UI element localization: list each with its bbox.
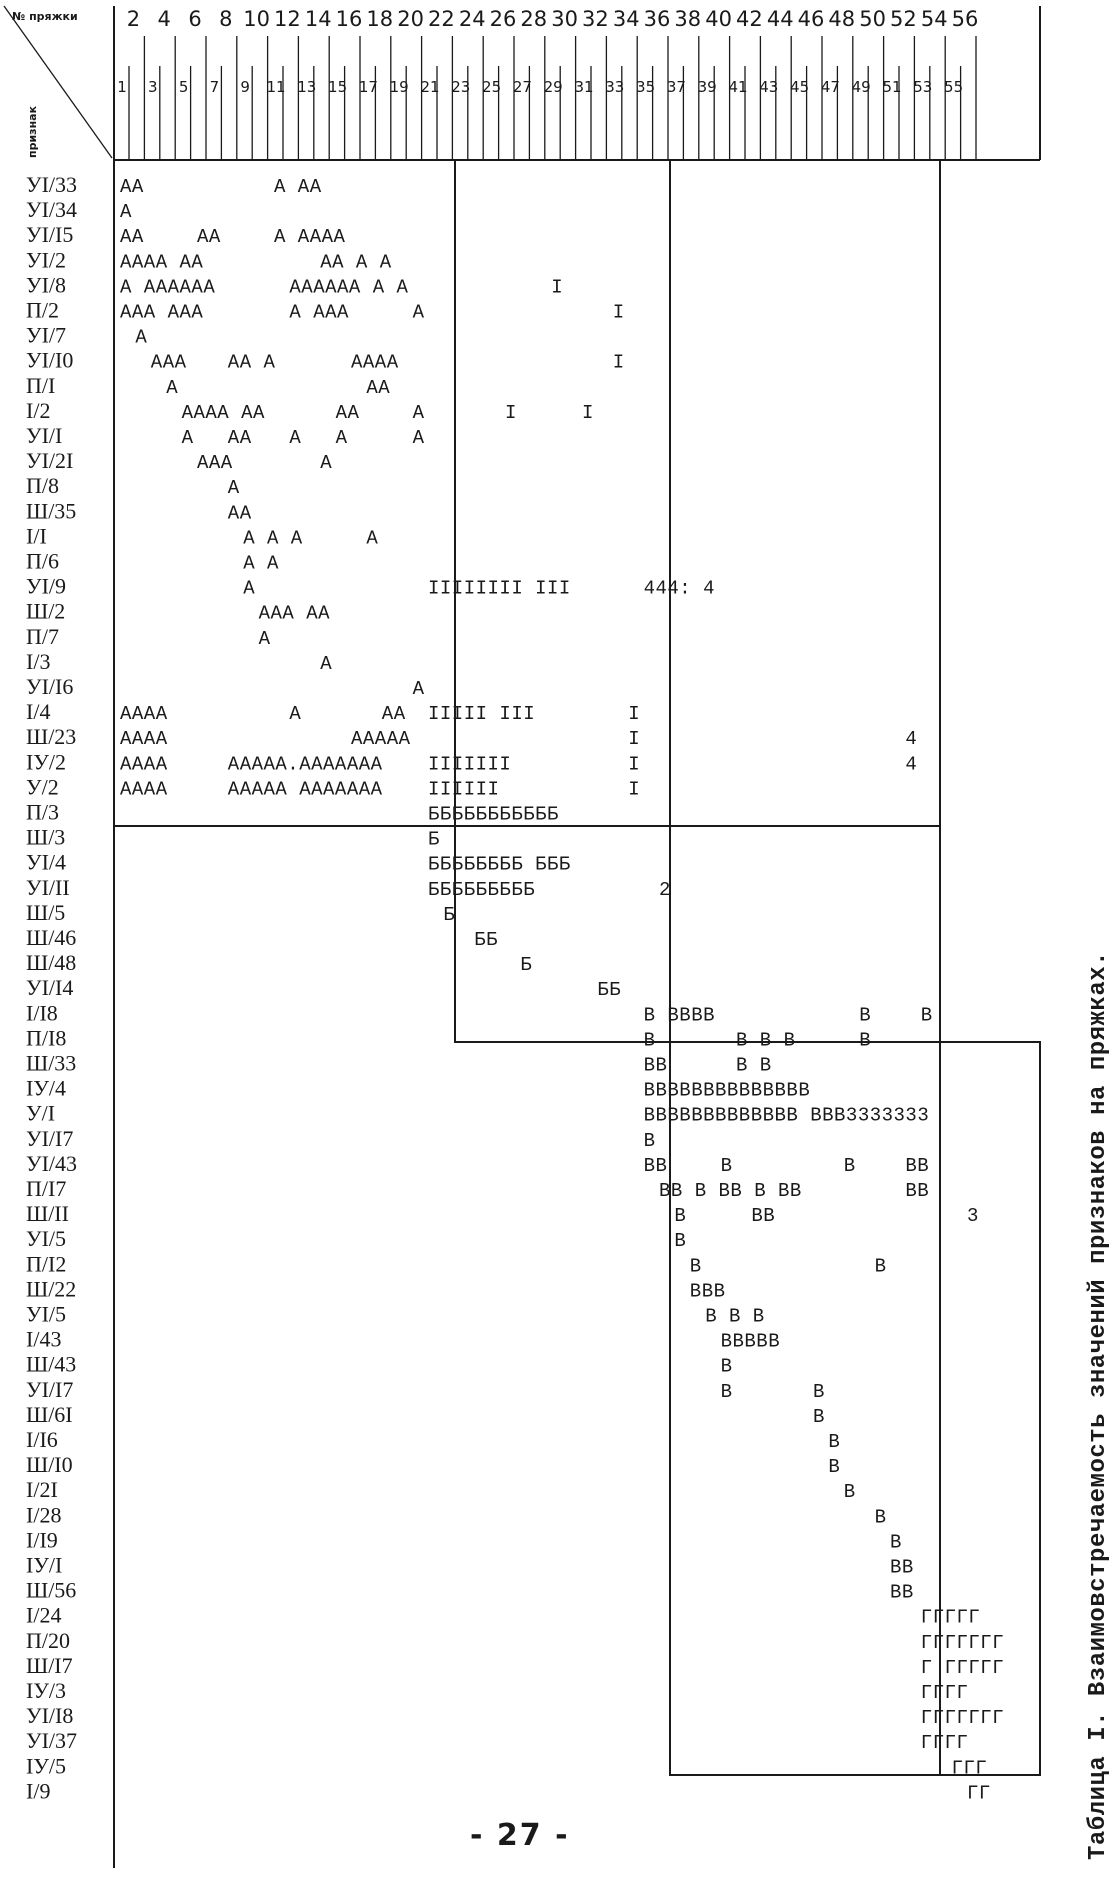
column-number: 33 <box>605 78 625 96</box>
row-label: УI/5 <box>26 1301 67 1327</box>
cell-entry: B <box>674 1205 687 1228</box>
cell-entry: ГГГ <box>951 1757 988 1780</box>
cell-entry: AAAAA AAAAAAA <box>227 778 383 801</box>
row-label: IУ/3 <box>26 1678 67 1703</box>
cell-entry: A AAAA <box>274 226 346 249</box>
cell-entry: A <box>366 527 379 550</box>
cell-entry: AAAAA.AAAAAAA <box>227 753 383 776</box>
column-number: 18 <box>366 7 394 31</box>
page-number: - 27 - <box>470 1818 570 1853</box>
column-number: 28 <box>520 7 548 31</box>
cell-entry: AA <box>120 226 144 249</box>
cell-entry: B <box>828 1456 841 1479</box>
row-label: IУ/5 <box>26 1753 67 1779</box>
cell-entry: B B B <box>736 1029 796 1052</box>
corner-column-label: № пряжки <box>12 10 78 23</box>
column-number: 53 <box>913 78 933 96</box>
row-label: П/7 <box>26 623 59 649</box>
row-label: Ш/22 <box>26 1276 77 1302</box>
cell-entry: IIIIII <box>428 778 500 801</box>
column-number: 37 <box>666 78 686 96</box>
cell-entry: Б <box>520 954 533 977</box>
cell-entry: BBBBBBBBBBBBBB <box>643 1079 811 1102</box>
column-number: 30 <box>551 7 578 31</box>
cell-entry: AAA AA <box>258 602 331 625</box>
row-label: I/2I <box>26 1477 58 1503</box>
column-number: 14 <box>304 7 332 31</box>
column-number: 6 <box>188 7 202 31</box>
cell-entry: A <box>335 427 348 449</box>
cell-entry: ГГГГГ <box>920 1606 981 1629</box>
row-label: IУ/2 <box>26 749 67 775</box>
cell-entry: B <box>920 1004 933 1027</box>
cell-entry: BB <box>643 1154 668 1177</box>
cell-entry: I <box>628 753 641 776</box>
row-label: П/8 <box>26 473 59 499</box>
column-number: 24 <box>458 7 486 31</box>
row-label: УI/9 <box>26 573 67 599</box>
column-number: 49 <box>851 78 871 96</box>
cell-entry: A <box>412 301 425 324</box>
cell-entry: IIIII III <box>428 703 536 726</box>
cell-entry: ГГГГГГГ <box>920 1707 1005 1730</box>
cell-entry: BB <box>890 1581 914 1604</box>
column-number: 40 <box>705 7 732 31</box>
row-label: УI/I0 <box>26 347 74 373</box>
column-number: 16 <box>335 7 363 31</box>
cell-entry: AA <box>120 176 144 198</box>
column-number: 45 <box>790 78 810 96</box>
cell-entry: A AAAAAA <box>120 276 216 299</box>
row-label: Ш/6I <box>26 1401 73 1427</box>
cell-entry: A <box>243 577 256 600</box>
corner-diagonal <box>4 6 112 158</box>
cell-entry: AAAAAA A A <box>289 276 409 299</box>
column-number: 29 <box>543 78 563 96</box>
column-number: 42 <box>736 7 763 31</box>
cell-entry: B <box>643 1129 656 1152</box>
cell-entry: I <box>551 276 564 299</box>
cell-entry: B B <box>736 1054 772 1077</box>
cell-entry: AA <box>197 226 221 249</box>
cell-entry: Г ГГГГГ <box>920 1656 1005 1679</box>
column-number: 51 <box>882 78 902 96</box>
row-label: Ш/2 <box>26 598 66 624</box>
row-label: Ш/33 <box>26 1050 77 1076</box>
column-number: 41 <box>728 78 748 96</box>
cell-entry: B <box>720 1154 733 1177</box>
column-number: 13 <box>297 78 317 96</box>
column-number: 3 <box>148 78 158 96</box>
cell-entry: B <box>843 1154 856 1177</box>
row-label: I/I6 <box>26 1427 58 1452</box>
cell-entry: B <box>828 1431 841 1453</box>
row-label: Ш/35 <box>26 498 77 524</box>
row-label: Ш/46 <box>26 925 77 950</box>
column-number: 21 <box>420 78 440 96</box>
table-caption: Таблица I. Взаимовстречаемость значений признаков на пряжках. <box>1085 950 1112 1860</box>
cell-entry: I <box>505 401 517 424</box>
cell-entry: A <box>135 326 148 349</box>
row-label: П/20 <box>26 1627 70 1653</box>
cell-entry: B B B <box>705 1305 765 1328</box>
column-number: 5 <box>178 78 189 96</box>
cell-entry: AAAAA <box>351 728 411 751</box>
cell-entry: AA <box>227 427 252 449</box>
column-number: 7 <box>209 78 220 96</box>
column-number: 52 <box>890 7 917 31</box>
cell-entry: ББББББББ БББ <box>428 853 571 876</box>
column-number: 4 <box>157 7 171 31</box>
cell-entry: 4 <box>905 728 918 751</box>
cell-entry: I <box>582 401 594 424</box>
row-label: УI/8 <box>26 272 67 298</box>
cell-entry: AA A A <box>320 251 392 274</box>
row-label: УI/I5 <box>26 222 74 248</box>
column-number: 20 <box>397 7 424 31</box>
column-number: 43 <box>759 78 779 96</box>
row-labels <box>26 172 77 1803</box>
column-number: 12 <box>274 7 301 31</box>
cell-entry: Б <box>428 828 440 851</box>
cell-entry: A A A <box>243 527 303 550</box>
cell-entry: AAAA <box>120 703 168 726</box>
row-label: УI/I7 <box>26 1376 74 1402</box>
cell-entry: A <box>166 376 179 399</box>
cell-entry: I <box>628 728 641 751</box>
cell-entry: 3 <box>967 1205 979 1228</box>
cell-entry: AA A <box>227 351 276 374</box>
row-label: I/24 <box>26 1602 62 1628</box>
row-label: УI/33 <box>26 172 78 197</box>
cell-entry: ГГ <box>967 1782 991 1805</box>
row-label: П/I2 <box>26 1251 67 1277</box>
cell-entry: B <box>859 1004 872 1027</box>
cell-entry: A <box>412 401 425 424</box>
cell-entry: ББ <box>597 979 622 1002</box>
cell-entry: B <box>890 1531 902 1554</box>
cell-entry: B <box>813 1405 825 1428</box>
row-label: I/I9 <box>26 1527 58 1553</box>
column-number: 50 <box>859 7 886 31</box>
cell-entry: A <box>181 427 194 449</box>
cell-entry: 4 <box>905 753 918 776</box>
cell-entry: B <box>643 1029 656 1052</box>
column-number: 8 <box>219 7 233 31</box>
row-label: Ш/48 <box>26 950 77 976</box>
cell-entry: B <box>813 1380 825 1403</box>
column-number: 38 <box>674 7 702 31</box>
cell-entry: ББ <box>474 929 499 951</box>
row-label: I/2 <box>26 397 51 423</box>
column-headers <box>117 7 978 96</box>
column-number: 27 <box>512 78 532 96</box>
table-cells <box>120 176 1004 1804</box>
row-label: Ш/56 <box>26 1577 77 1603</box>
column-number: 36 <box>643 7 671 31</box>
row-label: IУ/I <box>26 1552 63 1578</box>
column-number: 23 <box>451 78 471 96</box>
cell-entry: I <box>612 301 625 324</box>
row-label: УI/5 <box>26 1226 67 1252</box>
cell-entry: I <box>612 351 625 374</box>
cell-entry: ГГГГ <box>920 1682 969 1704</box>
row-label: УI/I6 <box>26 674 74 699</box>
column-number: 34 <box>612 7 640 31</box>
cell-entry: ГГГГГГГ <box>920 1631 1005 1654</box>
cell-entry: 444: 4 <box>643 577 716 600</box>
cell-entry: IIIIIIII III <box>428 577 571 600</box>
cell-entry: B <box>874 1255 887 1278</box>
column-number: 55 <box>944 78 964 96</box>
row-label: Ш/I0 <box>26 1452 73 1478</box>
cell-entry: BBB <box>689 1280 726 1303</box>
cell-entry: BBBBBBBBBBBBB BBB3333333 <box>643 1104 930 1127</box>
row-label: У/2 <box>26 774 59 800</box>
row-label: П/I <box>26 372 56 398</box>
cell-entry: BB <box>890 1556 914 1579</box>
cell-entry: БББББББББББ <box>428 803 559 826</box>
row-label: П/I8 <box>26 1025 67 1051</box>
row-label: УI/37 <box>26 1728 78 1754</box>
row-label: УI/2I <box>26 448 74 474</box>
column-number: 9 <box>240 78 250 96</box>
cell-entry: AA <box>381 703 406 726</box>
row-label: УI/43 <box>26 1150 78 1176</box>
cell-entry: AAAA <box>120 753 168 776</box>
cell-entry: AAAA <box>120 778 168 801</box>
column-number: 17 <box>358 78 378 96</box>
cell-entry: 2 <box>659 878 671 901</box>
corner-row-label: признак <box>26 105 39 158</box>
column-number: 22 <box>428 7 455 31</box>
row-label: П/6 <box>26 548 59 574</box>
column-number: 31 <box>574 78 594 96</box>
cell-entry: I <box>628 703 641 726</box>
block-frame <box>670 1042 940 1775</box>
row-label: Ш/3 <box>26 824 66 850</box>
column-number: 48 <box>828 7 856 31</box>
cell-entry: I <box>628 778 641 801</box>
cell-entry: A <box>320 452 333 475</box>
row-label: УI/I8 <box>26 1703 74 1729</box>
cell-entry: ГГГГ <box>920 1732 969 1755</box>
row-label: Ш/5 <box>26 899 66 925</box>
row-label: УI/I <box>26 423 63 448</box>
cell-entry: B BBBB <box>643 1004 716 1027</box>
cell-entry: A AAA <box>289 301 349 324</box>
cell-entry: A <box>258 627 271 650</box>
row-label: УI/34 <box>26 197 78 223</box>
row-label: У/I <box>26 1100 56 1126</box>
column-number: 1 <box>117 78 127 96</box>
cell-entry: AA <box>335 401 360 424</box>
cell-entry: B <box>843 1481 856 1504</box>
row-label: I/43 <box>26 1326 62 1352</box>
cell-entry: БББББББББ <box>428 878 536 901</box>
cell-entry: IIIIIII <box>428 753 512 776</box>
cell-entry: BB <box>905 1154 930 1177</box>
cell-entry: B <box>720 1355 733 1378</box>
cell-entry: B <box>720 1380 733 1403</box>
cell-entry: BB B BB B BB <box>659 1180 802 1202</box>
row-label: I/I8 <box>26 1000 58 1026</box>
column-number: 56 <box>951 7 979 31</box>
column-number: 32 <box>582 7 609 31</box>
column-number: 35 <box>636 78 656 96</box>
column-number: 44 <box>766 7 794 31</box>
cell-entry: B <box>689 1255 702 1278</box>
row-label: I/3 <box>26 648 51 674</box>
column-number: 46 <box>797 7 825 31</box>
column-number: 15 <box>328 78 348 96</box>
row-label: П/2 <box>26 297 59 323</box>
row-label: I/4 <box>26 699 51 725</box>
cell-entry: AAAA AA <box>120 251 204 274</box>
column-number: 47 <box>820 78 840 96</box>
cell-entry: A <box>320 652 333 675</box>
column-number: 10 <box>243 7 270 31</box>
cell-entry: BB <box>643 1054 668 1077</box>
column-number: 26 <box>489 7 517 31</box>
cell-entry: AA <box>227 502 252 525</box>
column-number: 39 <box>697 78 717 96</box>
row-label: Ш/II <box>26 1201 69 1227</box>
block-frame <box>670 160 940 826</box>
cell-entry: AAAA <box>120 728 168 751</box>
row-label: Ш/43 <box>26 1351 77 1377</box>
cell-entry: AAAA <box>351 351 399 374</box>
cell-entry: A AA <box>274 176 322 198</box>
column-number: 19 <box>389 78 409 96</box>
row-label: УI/I7 <box>26 1125 74 1151</box>
cell-entry: A <box>289 703 302 726</box>
cell-entry: B <box>674 1230 687 1253</box>
row-label: I/28 <box>26 1502 62 1528</box>
cell-entry: A <box>289 427 302 449</box>
row-label: П/3 <box>26 799 59 825</box>
cell-entry: AAAA AA <box>181 401 265 424</box>
row-label: Ш/23 <box>26 724 77 750</box>
cell-entry: A <box>412 678 425 700</box>
column-number: 2 <box>126 7 141 31</box>
cell-entry: AAA <box>197 452 233 475</box>
row-label: УI/4 <box>26 849 67 875</box>
row-label: I/I <box>26 523 47 549</box>
cell-entry: BB <box>905 1180 930 1202</box>
cell-entry: AA <box>366 376 391 399</box>
cell-entry: B <box>874 1506 887 1529</box>
cell-entry: AAA AAA <box>120 301 204 324</box>
block-frame <box>455 160 670 826</box>
column-number: 25 <box>482 78 502 96</box>
cell-entry: A <box>227 477 240 500</box>
row-label: П/I7 <box>26 1176 67 1201</box>
row-label: УI/I4 <box>26 975 74 1001</box>
cell-entry: BBBBB <box>720 1330 781 1353</box>
row-label: УI/7 <box>26 322 67 348</box>
cell-entry: AAA <box>150 351 187 374</box>
cell-entry: Б <box>443 903 456 926</box>
row-label: IУ/4 <box>26 1075 67 1101</box>
row-label: Ш/I7 <box>26 1652 73 1678</box>
row-label: I/9 <box>26 1778 51 1804</box>
cell-entry: B <box>859 1029 872 1052</box>
column-number: 54 <box>920 7 948 31</box>
cell-entry: BB <box>751 1205 776 1228</box>
cell-entry: A <box>120 201 132 224</box>
cell-entry: A A <box>243 552 279 575</box>
row-label: УI/2 <box>26 247 67 273</box>
cell-entry: A <box>412 427 425 449</box>
column-number: 11 <box>266 78 286 96</box>
row-label: УI/II <box>26 874 70 900</box>
